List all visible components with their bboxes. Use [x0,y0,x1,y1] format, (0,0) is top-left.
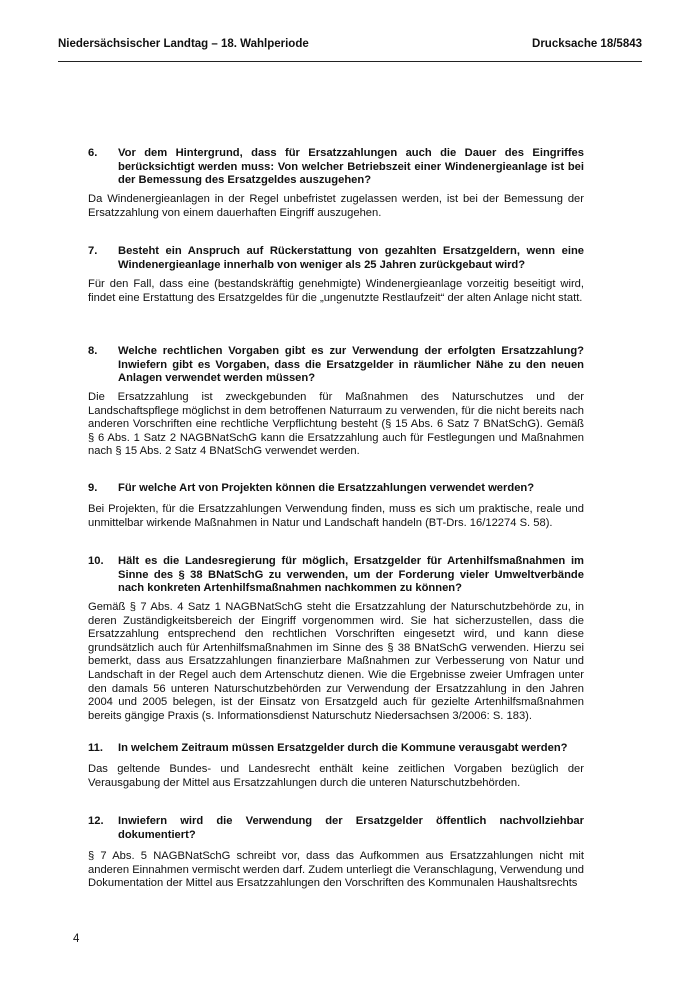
question-9 [88,482,584,496]
question-text: Hält es die Landesregierung für möglich, Ersatzgelder für Artenhilfsmaßnahmen im Sinne des § 38 BNatSchG zu verwenden, um der Forderung vieler Umweltverbände nach konkreten Artenhilfsmaßnahmen nachkommen zu können? [118,555,584,595]
header-document-number: Drucksache 18/5843 [532,38,642,50]
question-10 [88,555,584,596]
question-number: 6. [88,147,98,159]
question-text: Besteht ein Anspruch auf Rückerstattung von gezahlten Ersatzgeldern, wenn eine Windenergieanlage innerhalb von weniger als 25 Jahren zurückgebaut wird? [118,245,584,271]
question-text: Welche rechtlichen Vorgaben gibt es zur Verwendung der erfolgten Ersatzzahlung? Inwiefern gibt es Vorgaben, dass die Ersatzgelder in räumlicher Nähe zu den neuen Anlagen verwendet werden müssen? [118,345,584,385]
answer-6: Da Windenergieanlagen in der Regel unbefristet zugelassen werden, ist bei der Bemessung der Ersatzzahlung von einem dauerhaften Eingriff auszugehen. [88,193,584,219]
question-8 [88,345,584,386]
question-number: 11. [88,742,103,754]
answer-7: Für den Fall, dass eine (bestandskräftig genehmigte) Windenergieanlage vorzeitig beseitigt wird, findet eine Erstattung des Ersatzgeldes für die „ungenutzte Restlaufzeit“ der alten Anlage nicht statt. [88,278,584,304]
question-number: 7. [88,245,98,257]
page-header [58,38,642,56]
answer-9: Bei Projekten, für die Ersatzzahlungen Verwendung finden, muss es sich um praktische, reale und unmittelbar wirkende Maßnahmen in Natur und Landschaft handeln (BT-Drs. 16/12274 S. 58). [88,503,584,529]
question-number: 9. [88,482,98,494]
header-rule [58,61,642,62]
answer-10: Gemäß § 7 Abs. 4 Satz 1 NAGBNatSchG steht die Ersatzzahlung der Naturschutzbehörde zu, in deren Zuständigkeitsbereich der Eingriff vorgenommen wird. Sie hat sicherzustellen, dass die Ersatzzahlung entsprechend den rechtlichen Vorschriften eingesetzt wird, und kann diese grundsätzlich auch für Artenhilfsmaßnahmen im Sinne des § 38 BNatSchG verwenden. Hierzu sei bemerkt, dass aus Ersatzzahlungen finanzierbare Maßnahmen zur Verbesserung von Natur und Landschaft in der Regel auch dem Artenschutz dienen. Wie die Ergebnisse zweier Umfragen unter den damals 56 unteren Naturschutzbehörden zur Verwendung der Ersatzzahlung in den Jahren 2004 und 2005 belegen, ist der Einsatz von Ersatzgeld auch für gezielte Artenhilfsmaßnahmen bereits gängige Praxis (s. Informationsdienst Naturschutz Niedersachsen 3/2006: S. 183). [88,601,584,722]
question-7 [88,245,584,272]
header-parliament: Niedersächsischer Landtag – 18. Wahlperiode [58,38,309,50]
question-text: Vor dem Hintergrund, dass für Ersatzzahlungen auch die Dauer des Eingriffes berücksichtigt werden muss: Von welcher Betriebszeit einer Windenergieanlage ist bei der Bemessung des Ersatzgeldes auszugehen? [118,147,584,187]
question-number: 10. [88,555,104,567]
question-number: 12. [88,815,104,827]
page-number: 4 [73,933,80,945]
question-6 [88,147,584,188]
question-text: In welchem Zeitraum müssen Ersatzgelder durch die Kommune verausgabt werden? [118,742,568,754]
question-11 [88,742,584,756]
answer-12: § 7 Abs. 5 NAGBNatSchG schreibt vor, dass das Aufkommen aus Ersatzzahlungen nicht mit anderen Einnahmen vermischt werden darf. Zudem unterliegt die Veranschlagung, Verwendung und Dokumentation der Mittel aus Ersatzzahlungen den Vorschriften des Kommunalen Haushaltsrechts [88,850,584,890]
question-12 [88,815,584,842]
question-text: Für welche Art von Projekten können die Ersatzzahlungen verwendet werden? [118,482,535,494]
question-text: Inwiefern wird die Verwendung der Ersatzgelder öffentlich nachvollziehbar dokumentiert? [118,815,584,841]
answer-8: Die Ersatzzahlung ist zweckgebunden für Maßnahmen des Naturschutzes und der Landschaftspflege möglichst in dem betroffenen Naturraum zu verwenden, für die nicht bereits nach anderen Vorschriften eine rechtliche Verpflichtung besteht (§ 15 Abs. 6 Satz 7 BNatSchG). Gemäß § 6 Abs. 1 Satz 2 NAGBNatSchG kann die Ersatzzahlung auch für Festlegungen und Maßnahmen nach § 15 Abs. 2 Satz 4 BNatSchG verwendet werden. [88,391,584,458]
question-number: 8. [88,345,98,357]
answer-11: Das geltende Bundes- und Landesrecht enthält keine zeitlichen Vorgaben bezüglich der Verausgabung der Mittel aus Ersatzzahlungen durch die unteren Naturschutzbehörden. [88,763,584,789]
